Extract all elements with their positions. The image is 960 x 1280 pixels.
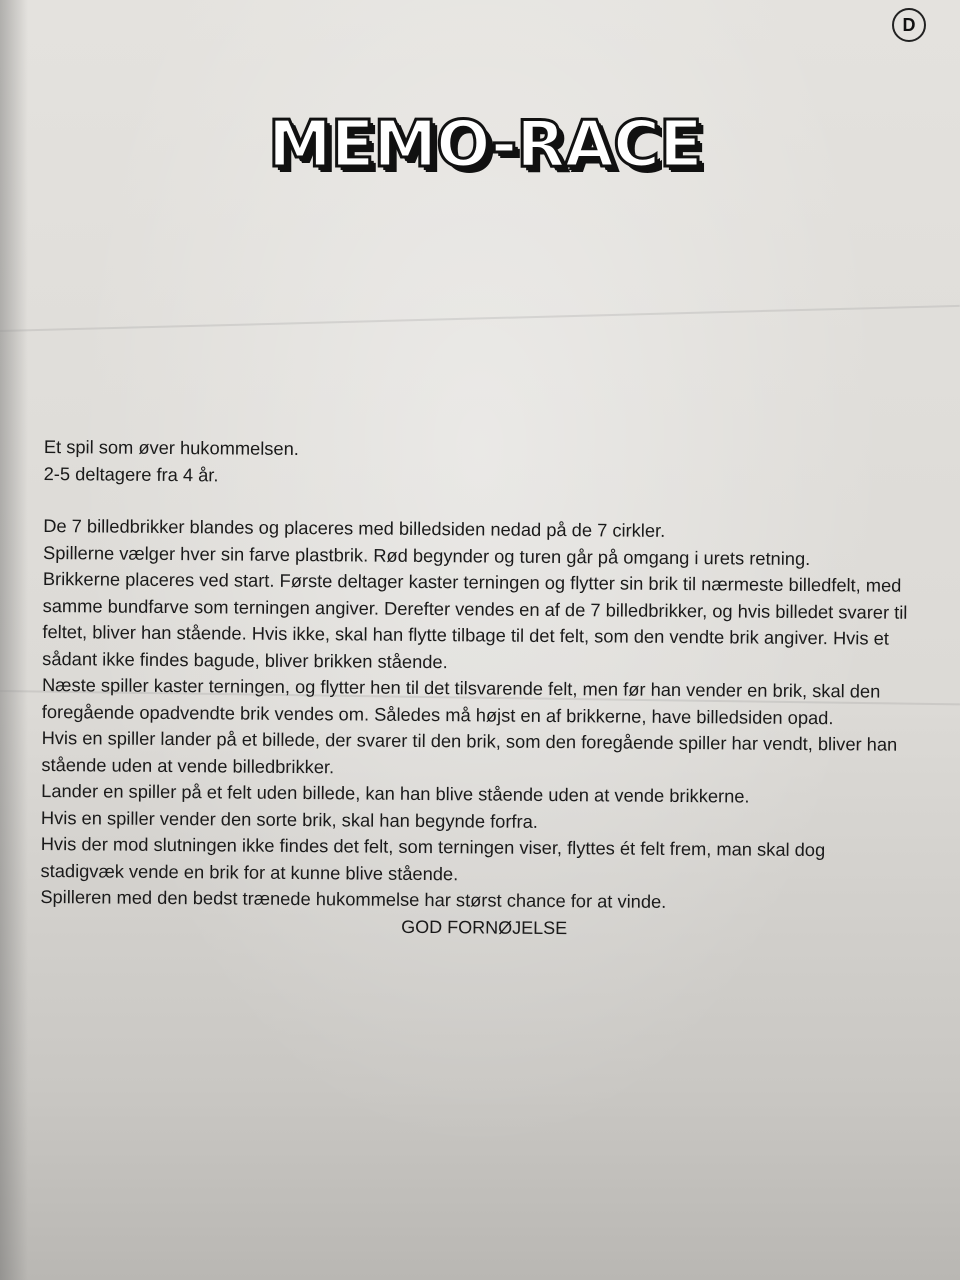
intro-line: 2-5 deltagere fra 4 år. [43, 462, 219, 485]
rules-paragraph: Spilleren med den bedst trænede hukommelse har størst chance for at vinde. [40, 885, 667, 912]
rules-paragraph: Spillerne vælger hver sin farve plastbrik. Rød begynder og turen går på omgang i urets retning. [42, 541, 811, 569]
paper-crease [0, 305, 960, 332]
rules-paragraph: Lander en spiller på et felt uden billede, kan han blive stående uden at vende brikkerne. [41, 779, 750, 807]
language-badge: D [892, 8, 926, 42]
rules-paragraph: Hvis en spiller vender den sorte brik, skal han begynde forfra. [40, 806, 538, 832]
rules-paragraph: Næste spiller kaster terningen, og flytter hen til det tilsvarende felt, men før han vender en brik, skal den foregående opadvendte brik vendes om. Således må højst en af brikkerne, have billedsiden opad. [41, 673, 881, 728]
rules-text [40, 434, 912, 944]
intro-line: Et spil som øver hukommelsen. [43, 435, 299, 460]
closing-line: GOD FORNØJELSE [401, 916, 568, 938]
rules-paragraph: Hvis der mod slutningen ikke findes det felt, som terningen viser, flyttes ét felt frem, man skal dog stadigvæk vende en brik for at kunne blive stående. [40, 832, 826, 884]
rules-paragraph: Hvis en spiller lander på et billede, der svarer til den brik, som den foregående spiller har vendt, bliver han stående uden at vende billedbrikker. [41, 726, 898, 777]
game-title: MEMO-RACE [268, 108, 702, 182]
page-shadow [0, 0, 28, 1280]
rules-paragraph: Brikkerne placeres ved start. Første deltager kaster terningen og flytter sin brik til nærmeste billedfelt, med samme bundfarve som terningen angiver. Derefter vendes en af de 7 billedbrikker, og hvis billedet svarer til feltet, bliver han stående. Hvis ikke, skal han flytte tilbage til det felt, som den vendte brik angiver. Hvis et sådant ikke findes bagude, bliver brikken stående. [42, 567, 908, 672]
rules-paragraph: De 7 billedbrikker blandes og placeres med billedsiden nedad på de 7 cirkler. [43, 514, 666, 541]
